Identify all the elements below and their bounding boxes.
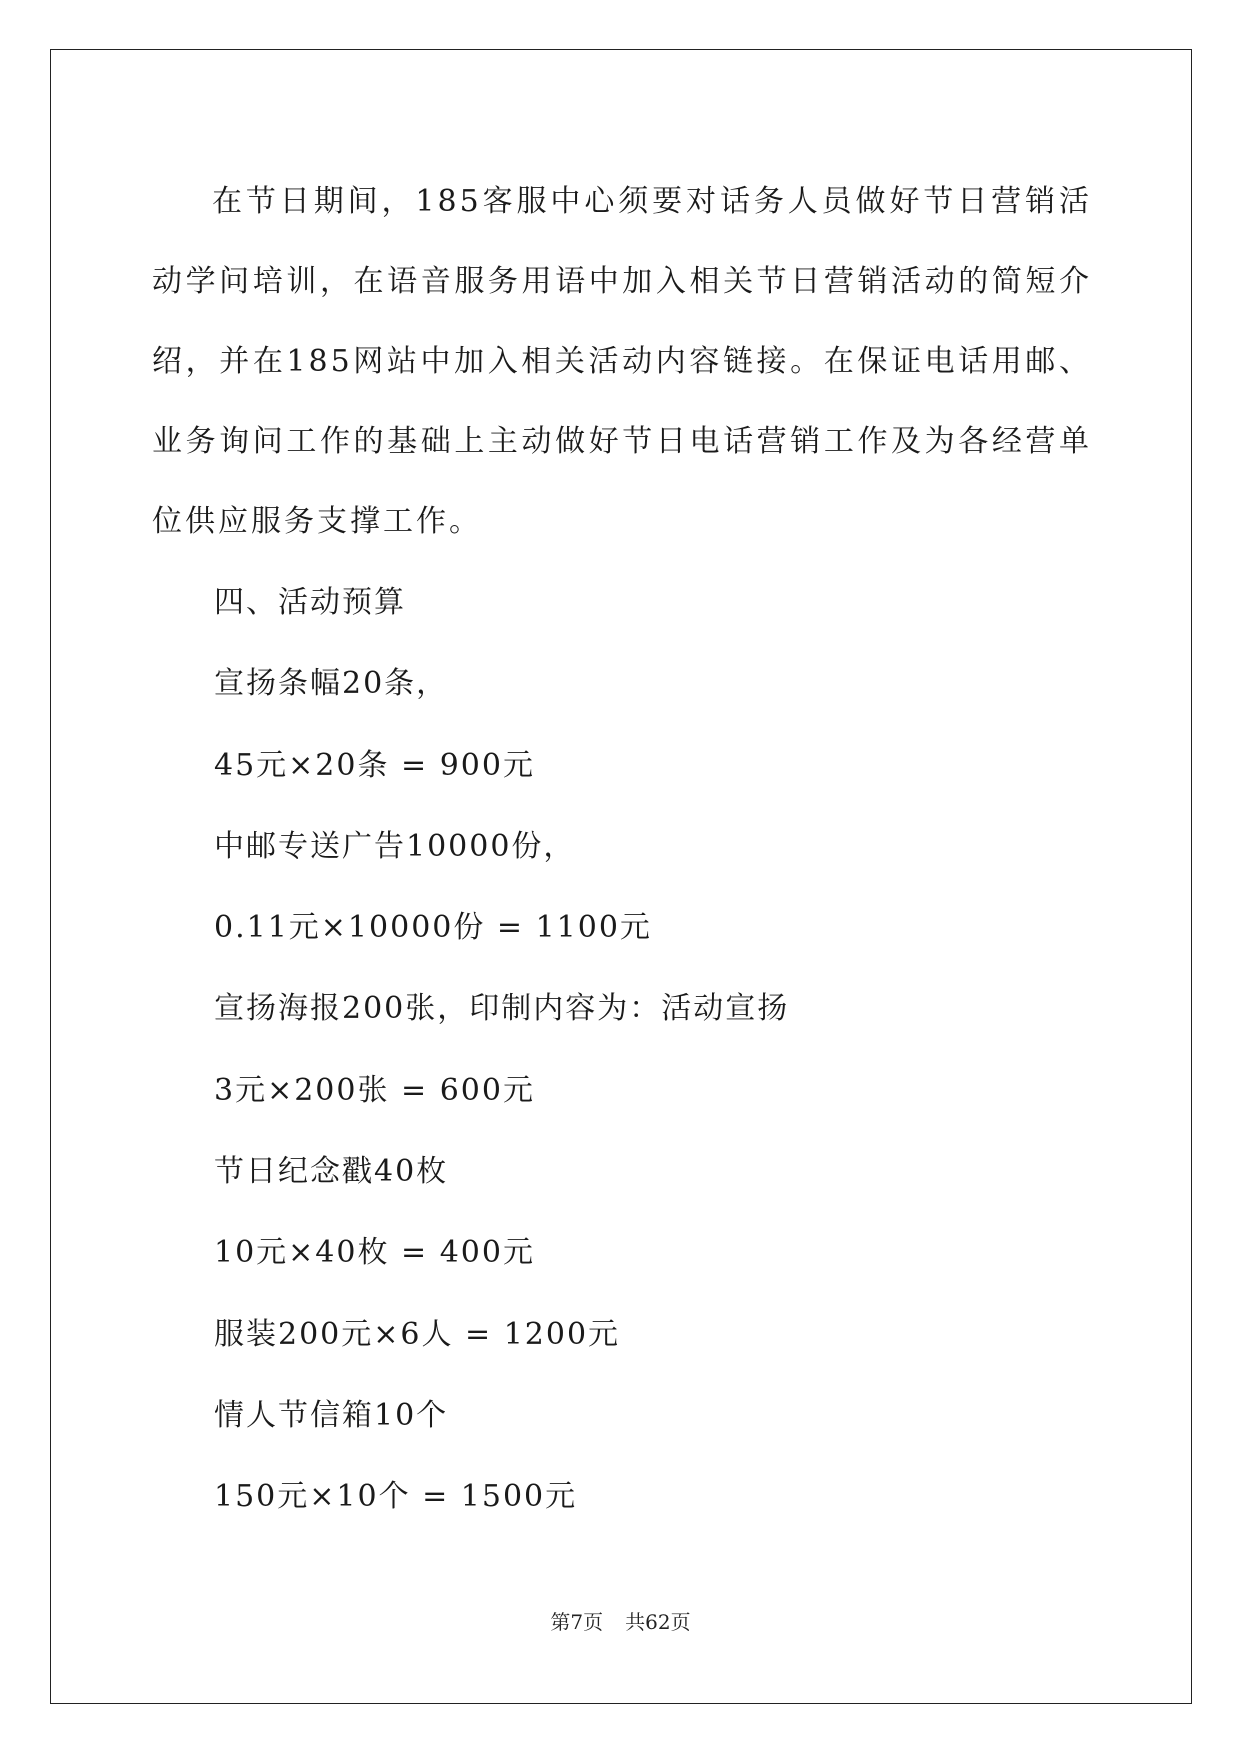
page-footer: [0, 1606, 1241, 1635]
total-pages-label: 共62页: [625, 1610, 691, 1634]
budget-line: 情人节信箱10个: [214, 1397, 449, 1433]
current-page-label: 第7页: [550, 1610, 604, 1634]
budget-line: 宣扬条幅20条，: [214, 666, 449, 702]
budget-line: 45元×20条 = 900元: [214, 747, 535, 783]
section-heading: 四、活动预算: [214, 585, 406, 620]
budget-line: 服装200元×6人 = 1200元: [214, 1316, 621, 1352]
budget-line: 中邮专送广告10000份，: [214, 828, 576, 864]
budget-line: 150元×10个 = 1500元: [214, 1479, 578, 1515]
budget-line: 节日纪念戳40枚: [214, 1154, 449, 1190]
budget-line: 10元×40枚 = 400元: [214, 1235, 535, 1271]
intro-paragraph: 在节日期间，185客服中心须要对话务人员做好节日营销活动学问培训，在语音服务用语中加入相关节日营销活动的简短介绍，并在185网站中加入相关活动内容链接。在保证电话用邮、业务询问工作的基础上主动做好节日电话营销工作及为各经营单位供应服务支撑工作。: [152, 184, 1092, 539]
document-body: [152, 162, 1092, 1538]
budget-line: 宣扬海报200张，印制内容为：活动宣扬: [214, 991, 790, 1027]
budget-line: 3元×200张 = 600元: [214, 1072, 535, 1108]
budget-line: 0.11元×10000份 = 1100元: [214, 910, 652, 946]
